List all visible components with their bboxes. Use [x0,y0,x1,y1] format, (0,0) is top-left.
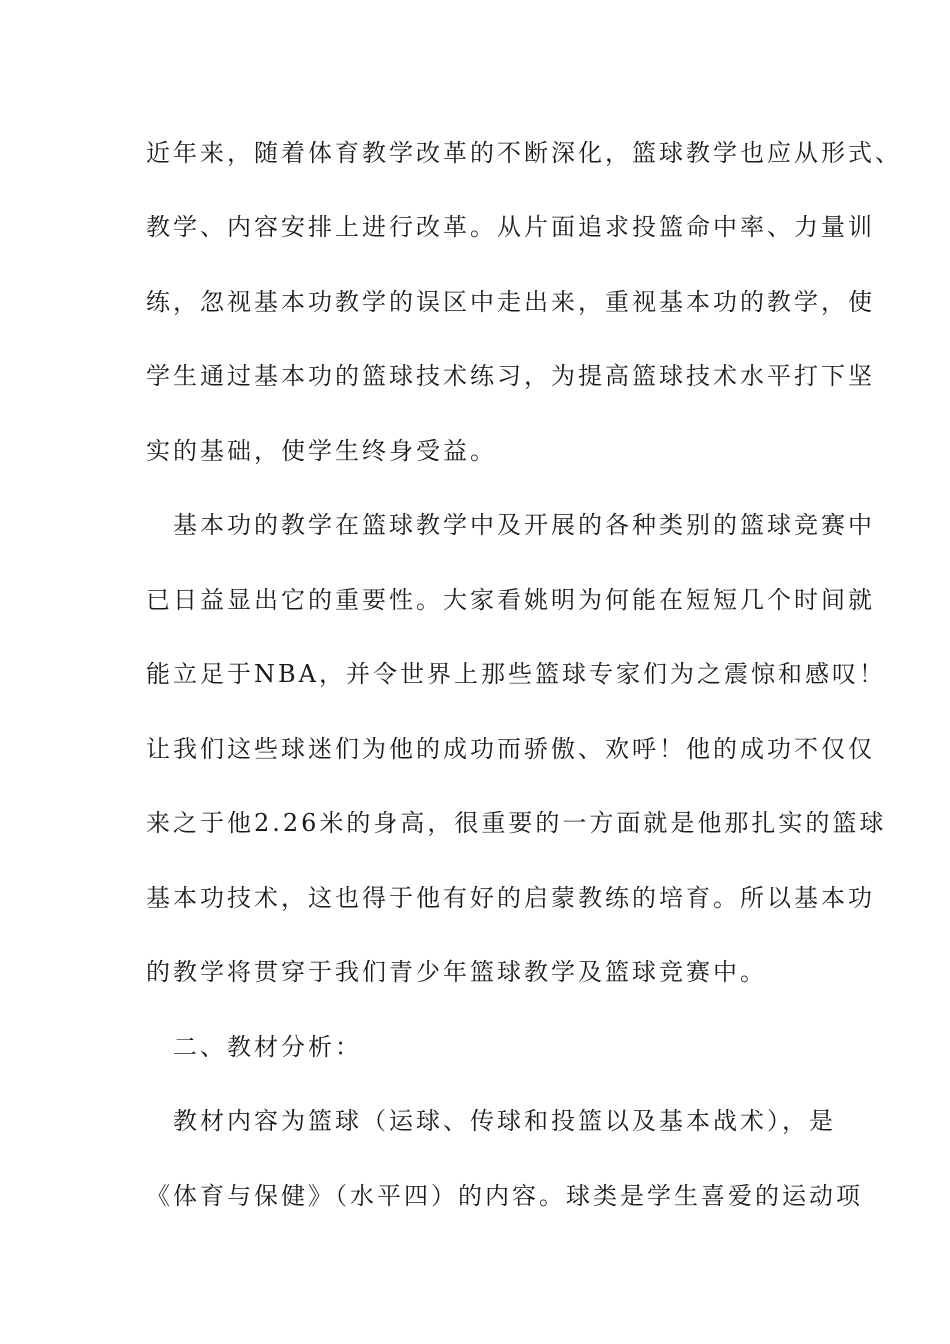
text-line: 基本功的教学在篮球教学中及开展的各种类别的篮球竞赛中 [146,511,875,539]
text-line: 练，忽视基本功教学的误区中走出来，重视基本功的教学，使 [146,288,875,316]
text-line: 《体育与保健》（水平四）的内容。球类是学生喜爱的运动项 [146,1182,863,1210]
section-heading: 二、教材分析： [146,1033,362,1061]
text-line: 让我们这些球迷们为他的成功而骄傲、欢呼！他的成功不仅仅 [146,735,875,763]
text-line: 能立足于NBA，并令世界上那些篮球专家们为之震惊和感叹！ [146,660,886,688]
text-line: 学生通过基本功的篮球技术练习，为提高篮球技术水平打下坚 [146,362,875,390]
text-line: 基本功技术，这也得于他有好的启蒙教练的培育。所以基本功 [146,884,875,912]
text-line: 已日益显出它的重要性。大家看姚明为何能在短短几个时间就 [146,586,875,614]
text-line: 实的基础，使学生终身受益。 [146,437,497,465]
text-line: 教材内容为篮球（运球、传球和投篮以及基本战术），是 [146,1107,836,1135]
text-line: 的教学将贯穿于我们青少年篮球教学及篮球竞赛中。 [146,958,767,986]
text-line: 近年来，随着体育教学改革的不断深化，篮球教学也应从形式、 [146,139,902,167]
text-line: 教学、内容安排上进行改革。从片面追求投篮命中率、力量训 [146,213,875,241]
text-line: 来之于他2.26米的身高，很重要的一方面就是他那扎实的篮球 [146,809,887,837]
